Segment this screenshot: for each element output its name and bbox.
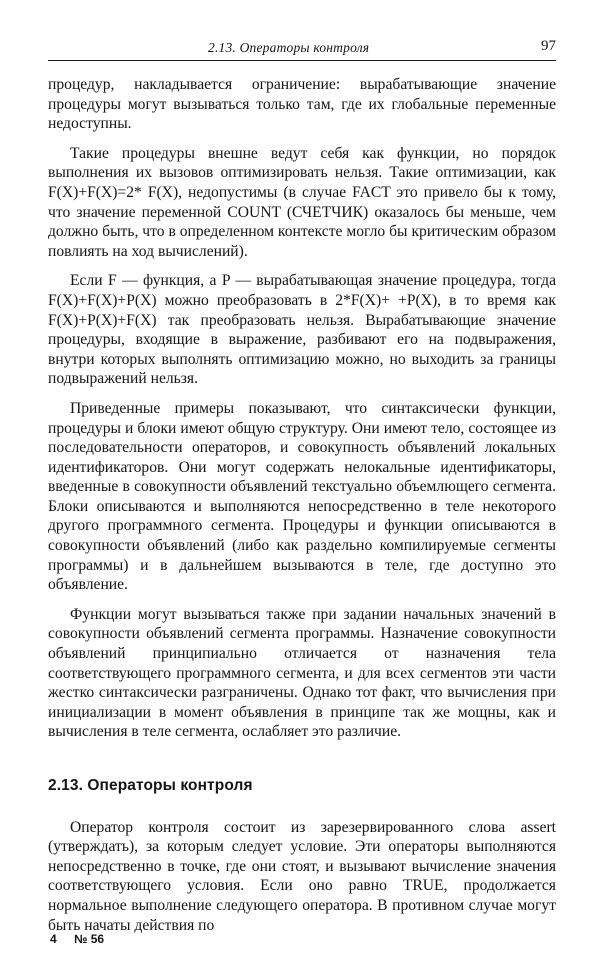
page-body	[48, 75, 556, 935]
paragraph: процедур, накладывается ограничение: вырабатывающие значение процедуры могут вызываться только там, где их глобальные переменные недоступны.	[48, 76, 556, 133]
paragraph: Функции могут вызываться также при задании начальных значений в совокупности объявлений сегмента программы. Назначение совокупности объявлений принципиально отличается от назначения тела соответствующего программного сегмента, и для всех сегментов эти части жестко синтаксически разграничены. Однако тот факт, что вычисления при инициализации в момент объявления в принципе так же мощны, как и вычисления в теле сегмента, ослабляет это различие.	[48, 605, 556, 741]
paragraph: Такие процедуры внешне ведут себя как функции, но порядок выполнения их вызовов оптимизировать нельзя. Такие оптимизации, как F(X)+F(X)=2* F(X), недопустимы (в случае FACT это привело бы к тому, что значение переменной COUNT (СЧЕТЧИК) оказалось бы меньше, чем должно быть, что в определенном контексте могло бы критическим образом повлиять на ход вычислений).	[48, 144, 556, 260]
printer-signature	[50, 932, 104, 946]
running-header	[48, 38, 556, 61]
book-page	[48, 38, 556, 945]
paragraph: Если F — функция, а P — вырабатывающая значение процедура, тогда F(X)+F(X)+P(X) можно преобразовать в 2*F(X)+ +P(X), в то время как F(X)+P(X)+F(X) так преобразовать нельзя. Вырабатывающие значение процедуры, входящие в выражение, разбивают его на подвыражения, внутри которых выполнять оптимизацию можно, но выходить за границы подвыражений нельзя.	[48, 272, 556, 388]
paragraph: Оператор контроля состоит из зарезервированного слова assert (утверждать), за которым следует условие. Эти операторы выполняются непосредственно в точке, где они стоят, и вызывают вычисление значения соответствующего условия. Если оно равно TRUE, продолжается нормальное выполнение следующего оператора. В противном случае могут быть начаты действия по	[48, 818, 556, 934]
section-heading: 2.13. Операторы контроля	[48, 777, 253, 794]
paragraph: Приведенные примеры показывают, что синтаксически функции, процедуры и блоки имеют общую структуру. Они имеют тело, состоящее из последовательности операторов, и совокупность объявлений локальных идентификаторов. Они могут содержать нелокальные идентификаторы, введенные в совокупности объявлений текстуально объемлющего сегмента. Блоки описываются и выполняются непосредственно в теле некоторого другого программного сегмента. Процедуры и функции описываются в совокупности объявлений (либо как раздельно компилируемые сегменты программы) и в дальнейшем вызываются в теле, где доступно это объявление.	[48, 399, 556, 594]
order-number: № 56	[74, 932, 105, 946]
page-number: 97	[541, 38, 556, 54]
signature-number: 4	[50, 932, 57, 946]
running-title: 2.13. Операторы контроля	[208, 40, 370, 55]
